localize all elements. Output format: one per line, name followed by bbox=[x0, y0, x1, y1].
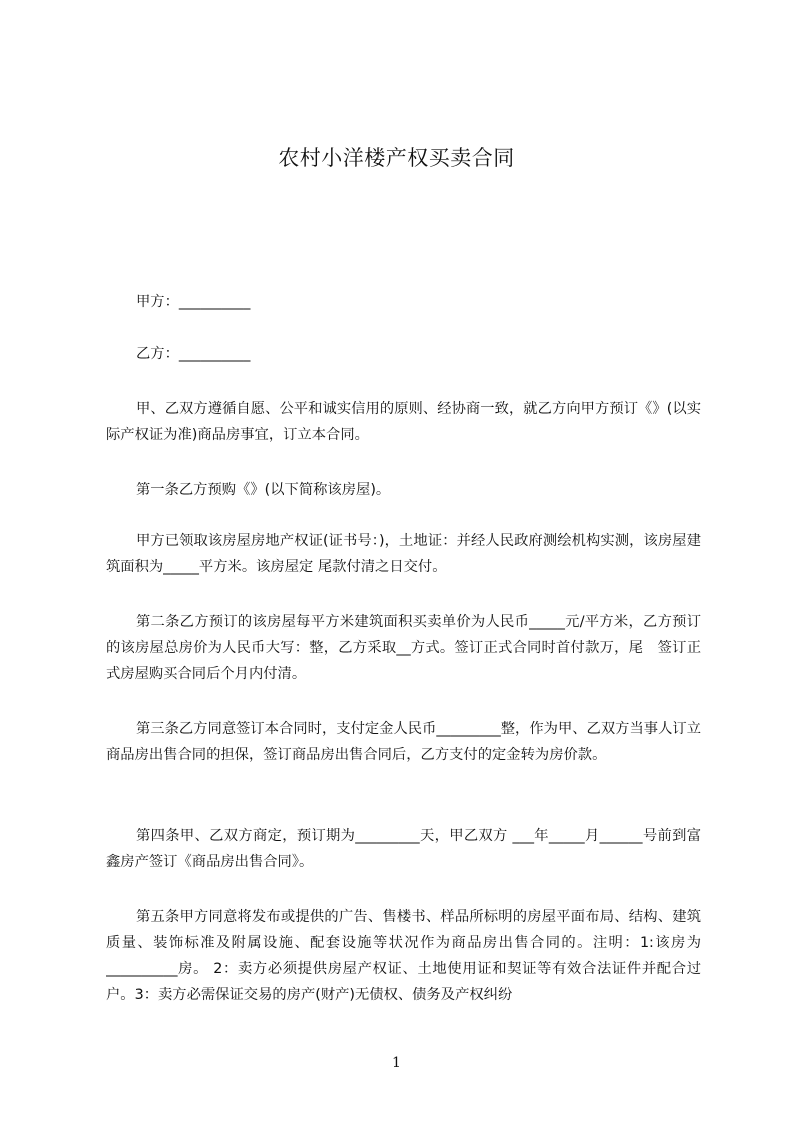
article-4-paragraph: 第四条甲、乙双方商定，预订期为_________天，甲乙双方 ___年_____月______号前到富鑫房产签订《商品房出售合同》。 bbox=[106, 828, 701, 870]
party-b-line: 乙方：__________ bbox=[136, 346, 251, 362]
party-a-line: 甲方：__________ bbox=[136, 294, 251, 310]
article-1-paragraph: 第一条乙方预购《》(以下简称该房屋)。 bbox=[136, 482, 391, 498]
article-3-paragraph: 第三条乙方同意签订本合同时，支付定金人民币_________整，作为甲、乙双方当事人订立商品房出售合同的担保，签订商品房出售合同后，乙方支付的定金转为房价款。 bbox=[106, 721, 701, 763]
article-2-paragraph: 第二条乙方预订的该房屋每平方米建筑面积买卖单价为人民币_____元/平方米，乙方预订的该房屋总房价为人民币大写：整，乙方采取__方式。签订正式合同时首付款万，尾 签订正式房屋购买合同后个月内付清。 bbox=[106, 614, 701, 682]
page-number: 1 bbox=[392, 1055, 401, 1071]
page-title: 农村小洋楼产权买卖合同 bbox=[278, 146, 515, 170]
preamble-paragraph: 甲、乙双方遵循自愿、公平和诚实信用的原则、经协商一致，就乙方向甲方预订《》(以实际产权证为准)商品房事宜，订立本合同。 bbox=[106, 401, 701, 443]
article-5-paragraph: 第五条甲方同意将发布或提供的广告、售楼书、样品所标明的房屋平面布局、结构、建筑质量、装饰标准及附属设施、配套设施等状况作为商品房出售合同的。注明：1:该房为__________房。 2：卖方必须提供房屋产权证、土地使用证和契证等有效合法证件并配合过户。3：卖方必需保证交易的房产(财产)无债权、债务及产权纠纷 bbox=[106, 909, 701, 1003]
property-certificate-paragraph: 甲方已领取该房屋房地产权证(证书号：)，土地证：并经人民政府测绘机构实测，该房屋建筑面积为_____平方米。该房屋定 尾款付清之日交付。 bbox=[106, 533, 701, 575]
